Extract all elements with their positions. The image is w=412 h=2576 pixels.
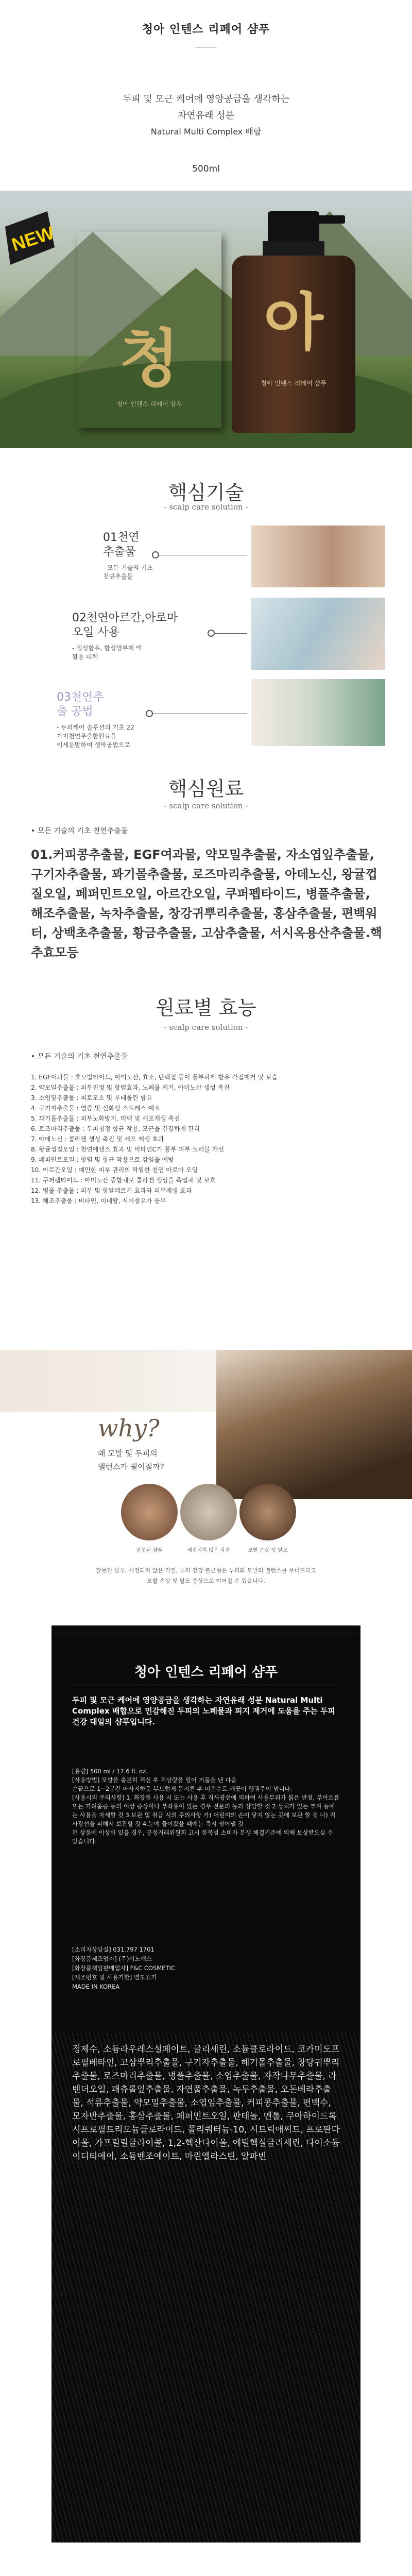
tech-item-3-heading-2: 출 공법	[57, 705, 93, 718]
product-box	[77, 232, 221, 428]
why-circle-photo	[121, 1484, 178, 1540]
product-bottle	[232, 211, 355, 433]
materials-section-subtitle: - scalp care solution -	[164, 801, 248, 810]
why-circle-label: 세정되지 않은 각질	[187, 1548, 230, 1553]
product-info-panel	[52, 1625, 360, 2543]
bottle-product-name: 청아 인텐스 리페어 샴푸	[261, 380, 327, 387]
spec-line: [사용시의 주의사항] 1. 화장품 사용 시 또는 사용 후 직사광선에 의하여 사용부위가 붉은 반점, 부어오름 또는 가려움증 등의 이상 증상이나 부작용이 있는 경우 전문의 등과 상담할 것 2.상처가 있는 부위 등에는 사용을 자제할 것 3.보관 및 취급 시의 주의사항 가) 어린이의 손이 닿지 않는 곳에 보관 할 것 나) 직사광선을 피해서 보관할 것 4.눈에 들어갔을 때에는 즉시 씻어낼 것	[72, 1794, 340, 1827]
why-line-2: 밸런스가 필어질까?	[98, 1462, 164, 1471]
tech-item-3-heading: 03천연추	[57, 691, 104, 704]
why-caption-1: 잘못된 샴푸, 세정되지 않은 각질, 두피 건강 불균형은 두피와 모발의 밸런스를 무너뜨리고	[96, 1567, 316, 1574]
tech-item-3-bullet: 이세룬발하여 생약공법으로	[57, 741, 130, 749]
product-specs	[72, 1767, 340, 1846]
tech-item-3-bullet: 가지천연추출한원료을	[57, 733, 116, 740]
why-circle-label: 모발 손상 및 탈모	[248, 1548, 288, 1553]
list-item: 3. 소엽잎추출물 : 피토모소 및 루테올린 함유	[31, 1094, 152, 1101]
list-item: 11. 쿠퍼펩타이드 : 아미노산 중합체로 콜라겐 생성을 촉일체 및 보호	[31, 1177, 216, 1184]
box-calligraphy: 청	[119, 322, 179, 395]
connector-dot	[146, 710, 153, 717]
product-intro: 두피 및 모근 케어에 영양공급을 생각하는 자연유래 성분 Natural Multi Complex 배합으로 민감해진 두피의 노폐물과 피지 제거에 도움을 주는 두피건강 대일의 샴푸입니다.	[72, 1696, 335, 1726]
why-circle-label: 잘못된 샴푸	[136, 1548, 163, 1553]
new-badge-text: NEW	[9, 222, 57, 256]
list-item: 13. 해조추출물 : 비타민, 미네랄, 식이섬유가 풍부	[31, 1197, 166, 1205]
panel-product-title: 청아 인텐스 리페어 샴푸	[134, 1665, 278, 1680]
why-top-banner	[0, 1350, 216, 1412]
list-item: 8. 왕귤껍질오일 : 천연에센스 효과 및 비타민C가 풍부 피부 트러블 개선	[31, 1146, 225, 1153]
materials-bullet: • 모든 기술의 기초 천연추출물	[31, 827, 128, 835]
volume-label: 500ml	[192, 164, 220, 174]
materials-list: 01.커피콩추출물, EGF여과물, 약모밀추출물, 자소엽잎추출물, 구기자추출물, 꽈기몰추출물, 로즈마리추출물, 아데노신, 왕귤껍질오일, 페퍼민트오일, 아르간오일, 쿠퍼펩타이드, 병풀추출물, 해조추출물, 녹차추출물, 창강귀뿌리추출물, 홍삼추출물, 편백워터, 상백초추출물, 황금추출물, 고삼추출물, 서시옥용산추출물.핵추효모등	[31, 848, 382, 960]
description-line-3: Natural Multi Complex 배합	[150, 127, 262, 137]
why-title: why?	[98, 1414, 160, 1442]
tech-section-subtitle: - scalp care solution -	[164, 502, 248, 512]
maker-line: [화장품제조업자] (주)이노팩스	[72, 1955, 152, 1962]
tech-item-3	[57, 690, 134, 750]
materials-section-title: 핵심원료	[168, 777, 244, 800]
bottle-calligraphy: 아	[264, 286, 323, 359]
tech-item-1-bullet: 천연추출물	[103, 573, 133, 580]
tech-item-1-heading-2: 추출물	[103, 546, 136, 558]
product-title: 청아 인텐스 리페어 샴푸	[142, 23, 270, 36]
tech-item-2-heading: 02천연아르간,아로마	[72, 612, 178, 624]
header-section	[0, 0, 412, 191]
box-product-name: 청아 인텐스 리페어 샴푸	[116, 400, 182, 408]
why-circle-photo	[180, 1484, 237, 1540]
ingredient-list: 정제수, 소듐라우레스설페이트, 글리세린, 소듐클로라이드, 코카미도프로필베타인, 고삼뿌리추출물, 구기자추출물, 해기몰추출물, 창당귀뿌리추출물, 로즈마리추출물, 병풀추출물, 소엽추출물, 자작나무추출물, 라벤더오일, 패츄롤잎추출물, 자연풀추출물, 녹두추출물, 오돈베라추출물, 석류추출물, 약모밀추출물, 소엽잎추출물, 커피콩추출물, 편백수, 모자반추출물, 홍삼추출물, 페퍼민트오일, 판테놀, 멘톨, 쿠아하이드록시프로필트리모늄클로라이드, 폴리쿼터늄-10, 시트릭애씨드, 프로판다이올, 카프릴릴글라이콜, 1,2-헥산다이올, 에틸헥실글리세린, 다이소듐이디티에이, 소듐벤조에이트, 마린엘라스틴, 알파빈	[72, 2044, 340, 2162]
spec-line: 손끝으로 1~2분간 마사지하듯 부드럽게 문지른 후 미온수로 깨끗이 헹궈주어 냅니다.	[72, 1785, 293, 1792]
new-badge	[3, 211, 65, 268]
connector-dot	[152, 551, 159, 558]
list-item: 9. 페퍼민트오일 : 항염 및 항균 작용으로 감염을 예방	[31, 1156, 174, 1163]
manufacturer-info	[72, 1945, 340, 1991]
list-item: 6. 로즈마리추출물 : 두피청정 항균 작용, 모근을 건강하게 관리	[31, 1125, 200, 1132]
description-line-1: 두피 및 모근 케어에 영양공급을 생각하는	[122, 94, 290, 105]
efficacy-bullet: • 모든 기술의 기초 천연추출물	[31, 1053, 128, 1061]
maker-line: [소비자상담실] 031.797 1701	[72, 1946, 154, 1953]
hero-image	[0, 191, 412, 448]
tech-image-extract	[251, 526, 385, 587]
efficacy-list	[31, 1073, 386, 1207]
list-item: 4. 구기자추출물 : 염증 및 신화성 스트레스 예소	[31, 1105, 160, 1112]
bottle-neck	[263, 241, 324, 257]
list-item: 5. 꽈기몰추출물 : 피부노화방지, 미백 및 세포재생 촉진	[31, 1115, 180, 1122]
spec-line: [사용방법] 모발을 충분히 적신 후 적당량을 덜어 거품을 낸 다음	[72, 1776, 237, 1784]
list-item: 12. 병풀 추출물 : 피부 및 항알레르기 효과와 피부재생 효과	[31, 1187, 192, 1194]
why-hair-photo	[216, 1350, 412, 1499]
maker-line: MADE IN KOREA	[72, 1983, 120, 1990]
efficacy-section-title: 원료별 효능	[156, 996, 256, 1019]
spec-line: 본 상품에 이상이 있을 경우, 공정거래위원회 고시 품목별 소비자 분쟁 해결기준에 의해 보상받으실 수 있습니다.	[72, 1829, 333, 1845]
tech-item-1-heading: 01천연	[103, 531, 140, 544]
spec-line: [용량] 500 ml / 17.6 fl. oz.	[72, 1768, 148, 1775]
tech-item-2-bullet: 활용 대체	[72, 653, 98, 660]
title-divider	[195, 47, 217, 48]
efficacy-section-subtitle: - scalp care solution -	[164, 1023, 248, 1032]
why-line-1: 왜 모발 및 두피의	[98, 1449, 158, 1458]
tech-item-2-heading-2: 오일 사용	[72, 626, 120, 639]
list-item: 2. 약모밀추출물 : 피부진정 및 항염효과, 노폐물 제거, 아미노산 생성 촉진	[31, 1084, 230, 1091]
tech-item-1	[103, 531, 153, 581]
maker-line: [제조번호 및 사용기한] 별도표기	[72, 1974, 157, 1981]
tech-item-1-bullet: - 모든 기술의 기초	[103, 564, 153, 571]
list-item: 10. 아르간오일 : 예민한 피부 관리의 탁월한 천연 아로마 오일	[31, 1166, 198, 1174]
tech-image-oil	[251, 598, 385, 670]
pump-nozzle	[309, 215, 345, 224]
tech-section-title: 핵심기술	[168, 481, 244, 504]
why-caption-2: 모발 손상 및 탈모 증상으로 이어질 수 있습니다.	[147, 1578, 265, 1584]
tech-item-3-bullet: - 두피케어 솔루션의 기초 22	[57, 724, 134, 731]
connector-dot	[208, 630, 215, 637]
tech-image-process	[251, 679, 385, 746]
list-item: 7. 아데노신 : 콜라겐 생성 촉진 및 세포 재생 효과	[31, 1136, 164, 1143]
description-line-2: 자연유래 성분	[177, 110, 235, 121]
list-item: 1. EGF여과물 : 효모발타이드, 아미노산, 효소, 단백질 등이 풍부하게 함유 각질제거 및 보습	[31, 1074, 278, 1081]
maker-line: [화장품책임판매업자] F&C COSMETIC	[72, 1964, 175, 1972]
tech-item-2-bullet: - 정성함유, 함성방부제 액	[72, 645, 142, 652]
connector-line	[211, 633, 247, 634]
why-circle-photo	[239, 1484, 296, 1540]
tech-item-2	[72, 611, 178, 662]
